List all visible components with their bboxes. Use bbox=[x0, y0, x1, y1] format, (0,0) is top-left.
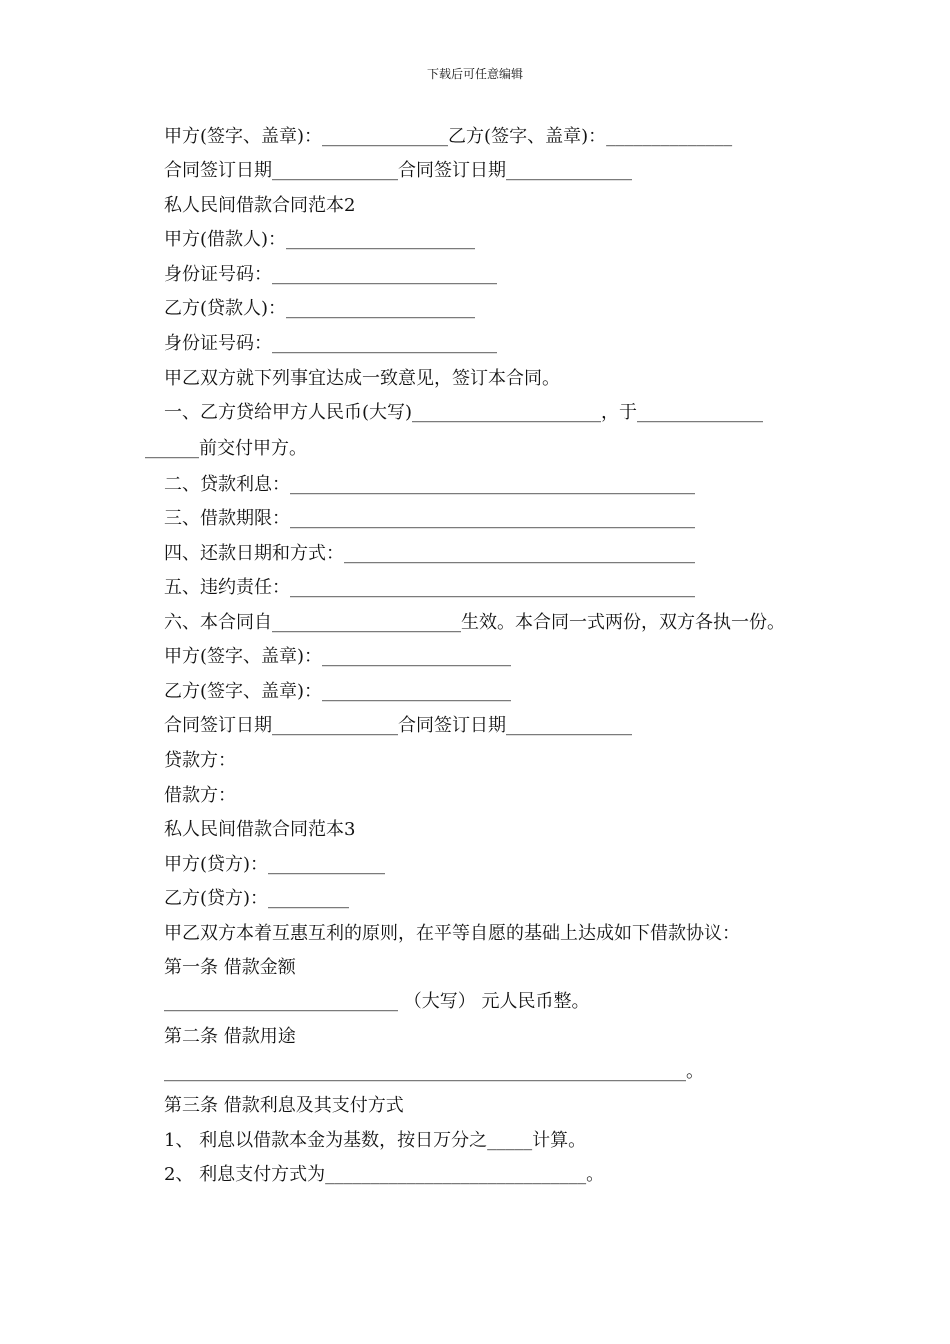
signing-date-line-2: 合同签订日期______________合同签订日期______________ bbox=[164, 715, 632, 736]
borrower-id-line: 身份证号码：_________________________ bbox=[164, 264, 497, 285]
article-1-amount-line: __________________________ （大写） 元人民币整。 bbox=[164, 991, 590, 1012]
party-a-signature-line: 甲方(签字、盖章)：_____________________ bbox=[164, 646, 512, 667]
article-3-item-2: 2、 利息支付方式为_____________________________。 bbox=[164, 1164, 605, 1185]
article-1-title: 第一条 借款金额 bbox=[164, 957, 296, 978]
signature-line-party-a-b: 甲方(签字、盖章)：______________乙方(签字、盖章)：______________ bbox=[164, 126, 733, 147]
clause-3-term: 三、借款期限：_____________________________________________ bbox=[164, 508, 695, 529]
lender-name-line: 乙方(贷款人)：_____________________ bbox=[164, 298, 476, 319]
agreement-intro-3: 甲乙双方本着互惠互利的原则，在平等自愿的基础上达成如下借款协议： bbox=[164, 923, 740, 944]
section-title-template-2: 私人民间借款合同范本2 bbox=[164, 195, 356, 216]
lender-id-line: 身份证号码：_________________________ bbox=[164, 333, 497, 354]
clause-2-interest: 二、贷款利息：_____________________________________________ bbox=[164, 474, 695, 495]
page-header: 下载后可任意编辑 bbox=[426, 67, 523, 81]
section-title-template-3: 私人民间借款合同范本3 bbox=[164, 819, 356, 840]
party-b-lender-line: 乙方(贷方)：_________ bbox=[164, 888, 350, 909]
clause-6-effective: 六、本合同自_____________________生效。本合同一式两份，双方各执一份。 bbox=[164, 612, 785, 633]
agreement-intro: 甲乙双方就下列事宜达成一致意见，签订本合同。 bbox=[164, 368, 560, 389]
clause-5-liability: 五、违约责任：_____________________________________________ bbox=[164, 577, 695, 598]
party-b-signature-line: 乙方(签字、盖章)：_____________________ bbox=[164, 681, 512, 702]
borrower-label: 借款方： bbox=[164, 785, 236, 806]
signing-date-line: 合同签订日期______________合同签订日期______________ bbox=[164, 160, 632, 181]
article-2-purpose-line: __________________________________________________________。 bbox=[164, 1061, 704, 1082]
article-2-title: 第二条 借款用途 bbox=[164, 1026, 296, 1047]
clause-1-continuation: ______前交付甲方。 bbox=[145, 438, 307, 459]
clause-1-loan-amount: 一、乙方贷给甲方人民币(大写)_____________________，于______________ bbox=[164, 402, 764, 423]
article-3-item-1: 1、 利息以借款本金为基数，按日万分之_____计算。 bbox=[164, 1130, 587, 1151]
clause-4-repayment: 四、还款日期和方式：_______________________________________ bbox=[164, 543, 695, 564]
lender-label: 贷款方： bbox=[164, 750, 236, 771]
party-a-lender-line: 甲方(贷方)：_____________ bbox=[164, 854, 386, 875]
borrower-name-line: 甲方(借款人)：_____________________ bbox=[164, 229, 476, 250]
article-3-title: 第三条 借款利息及其支付方式 bbox=[164, 1095, 404, 1116]
